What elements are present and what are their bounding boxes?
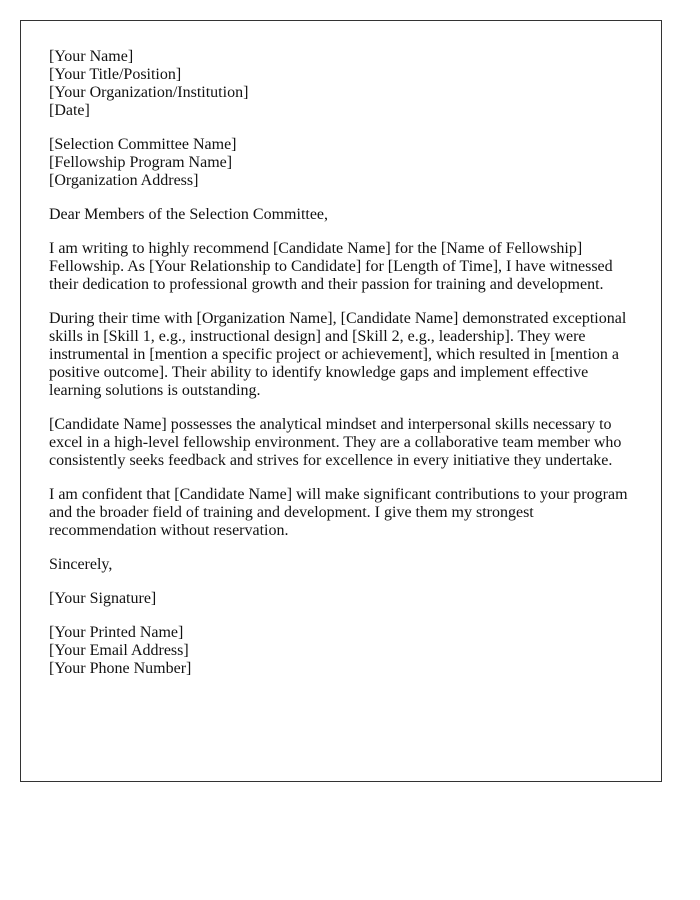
body-paragraph-qualities: [Candidate Name] possesses the analytical mindset and interpersonal skills necessary to excel in a high-level fellowship environment. They are a collaborative team member who consistently seeks feedback and strives for excellence in every initiative they undertake.: [49, 416, 622, 469]
sender-name: [Your Name]: [49, 48, 134, 65]
sender-title: [Your Title/Position]: [49, 66, 182, 83]
phone-number: [Your Phone Number]: [49, 660, 192, 677]
recipient-address: [Organization Address]: [49, 172, 199, 189]
closing: Sincerely,: [49, 556, 113, 573]
body-paragraph-intro: I am writing to highly recommend [Candidate Name] for the [Name of Fellowship] Fellowship. As [Your Relationship to Candidate] for [Length of Time], I have witnessed their dedication to professional growth and their passion for training and development.: [49, 240, 613, 293]
sender-block: [49, 48, 631, 120]
letter-date: [Date]: [49, 102, 90, 119]
sender-organization: [Your Organization/Institution]: [49, 84, 249, 101]
contact-block: [49, 624, 631, 678]
salutation: Dear Members of the Selection Committee,: [49, 206, 329, 223]
body-paragraph-skills: During their time with [Organization Name], [Candidate Name] demonstrated exceptional skills in [Skill 1, e.g., instructional design] and [Skill 2, e.g., leadership]. They were instrumental in [mention a specific project or achievement], which resulted in [mention a positive outcome]. Their ability to identify knowledge gaps and implement effective learning solutions is outstanding.: [49, 310, 627, 399]
recipient-program: [Fellowship Program Name]: [49, 154, 233, 171]
recommendation-letter: [20, 20, 662, 782]
recipient-committee: [Selection Committee Name]: [49, 136, 237, 153]
body-paragraph-conclusion: I am confident that [Candidate Name] will make significant contributions to your program and the broader field of training and development. I give them my strongest recommendation without reservation.: [49, 486, 628, 539]
email-address: [Your Email Address]: [49, 642, 189, 659]
printed-name: [Your Printed Name]: [49, 624, 184, 641]
recipient-block: [49, 136, 631, 190]
signature: [Your Signature]: [49, 590, 157, 607]
